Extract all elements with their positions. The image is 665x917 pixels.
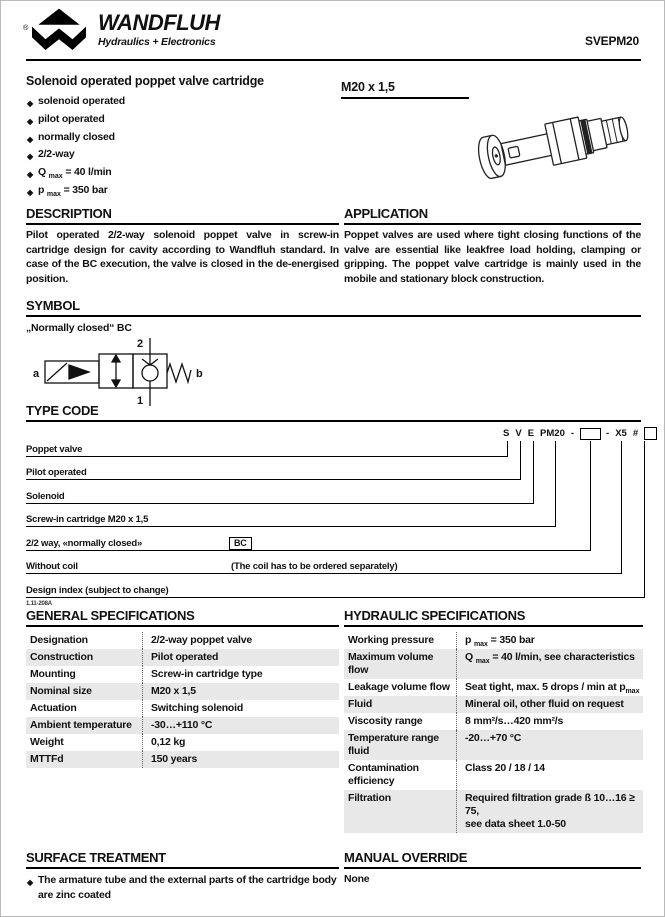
table-row xyxy=(26,700,339,717)
general-specifications-section xyxy=(26,608,339,768)
connector-line xyxy=(520,441,521,480)
table-row xyxy=(344,696,643,713)
type-code-section xyxy=(26,403,658,612)
connector-line xyxy=(590,441,591,551)
section-heading: TYPE CODE xyxy=(26,403,641,422)
hydraulic-specifications-table xyxy=(344,632,643,833)
table-row xyxy=(26,734,339,751)
table-row xyxy=(26,717,339,734)
connector-line xyxy=(533,441,534,504)
code-part: X5 xyxy=(615,428,627,439)
spec-value: 150 years xyxy=(142,751,339,768)
connector-line xyxy=(555,441,556,527)
list-item xyxy=(26,147,341,165)
application-text: Poppet valves are used where tight closing functions of the valve are essential like leakfree load holding, clamping or gripping. The poppet valve cartridge is mainly used in the mobile and stationary block construction. xyxy=(344,229,641,285)
spec-value: 0,12 kg xyxy=(142,734,339,751)
wandfluh-logo-icon xyxy=(23,7,95,57)
table-row xyxy=(344,679,643,696)
description-text: Pilot operated 2/2-way solenoid poppet valve in screw-in cartridge design for cavity according to Wandfluh standard. In case of the BC execution, the valve is closed in the de-energised position. xyxy=(26,229,339,285)
table-row xyxy=(26,632,339,649)
thread-size-label: M20 x 1,5 xyxy=(341,80,469,99)
code-dash: - xyxy=(570,428,575,439)
type-code-row xyxy=(26,467,520,480)
spec-label: Leakage volume flow xyxy=(348,681,450,693)
spec-label: Temperature range fluid xyxy=(348,732,439,757)
type-code-row-label: Screw-in cartridge M20 x 1,5 xyxy=(26,514,149,525)
section-heading: SURFACE TREATMENT xyxy=(26,850,339,869)
type-code-diagram xyxy=(26,424,658,612)
diamond-bullet-icon: ◆ xyxy=(27,116,33,126)
description-section xyxy=(26,206,339,286)
section-heading: DESCRIPTION xyxy=(26,206,339,225)
code-placeholder-box xyxy=(580,428,601,440)
spec-value: 8 mm²/s…420 mm²/s xyxy=(456,713,643,730)
coil-note: (The coil has to be ordered separately) xyxy=(231,561,398,572)
spec-value: Required filtration grade ß 10…16 ≥ 75, see data sheet 1.0-50 xyxy=(456,790,643,833)
port-label-b: b xyxy=(196,368,203,380)
spec-value: Pilot operated xyxy=(142,649,339,666)
diamond-bullet-icon: ◆ xyxy=(27,99,33,108)
table-row xyxy=(26,683,339,700)
spec-label: Ambient temperature xyxy=(30,719,132,731)
spec-label: Contamination efficiency xyxy=(348,762,419,787)
spec-label: Fluid xyxy=(348,698,373,710)
manual-override-section xyxy=(344,850,641,885)
type-code-row-label: 2/2 way, «normally closed» xyxy=(26,538,143,549)
list-item xyxy=(26,130,341,148)
header-rule xyxy=(26,59,641,61)
diamond-bullet-icon: ◆ xyxy=(27,878,33,887)
code-part: V xyxy=(515,428,522,439)
code-dash: - xyxy=(606,428,610,439)
symbol-section xyxy=(26,298,641,413)
diamond-bullet-icon: ◆ xyxy=(27,152,33,162)
spec-label: Actuation xyxy=(30,702,77,714)
type-code-row-label: Design index (subject to change) xyxy=(26,585,169,596)
table-row xyxy=(26,649,339,666)
brand-block xyxy=(98,12,220,48)
spec-value: Q $_{max}$ = 40 l/min, see characteristics xyxy=(456,649,643,679)
spec-value: Switching solenoid xyxy=(142,700,339,717)
type-code-row-label: Solenoid xyxy=(26,491,65,502)
product-intro xyxy=(26,74,341,201)
surface-treatment-text: The armature tube and the external parts of the cartridge body are zinc coated xyxy=(37,874,337,901)
type-code-string xyxy=(503,427,663,440)
table-row xyxy=(344,713,643,730)
feature-text: p $_{max}$ = 350 bar xyxy=(37,183,108,199)
spec-label: Mounting xyxy=(30,668,76,680)
type-code-row-label: Pilot operated xyxy=(26,467,87,478)
type-code-row xyxy=(26,538,590,551)
connector-line xyxy=(621,441,622,574)
table-row xyxy=(26,751,339,768)
spec-value: Mineral oil, other fluid on request xyxy=(456,696,643,713)
spec-value: Screw-in cartridge type xyxy=(142,666,339,683)
spec-label: Weight xyxy=(30,736,64,748)
type-code-row xyxy=(26,514,555,527)
feature-text: pilot operated xyxy=(37,112,105,125)
spec-value: Seat tight, max. 5 drops / min at $p_{max}$ xyxy=(456,679,643,696)
code-part: S xyxy=(503,428,510,439)
spec-label: MTTFd xyxy=(30,753,64,765)
table-row xyxy=(26,666,339,683)
spec-label: Construction xyxy=(30,651,93,663)
type-code-row xyxy=(26,585,644,598)
code-part: PM20 xyxy=(540,428,565,439)
type-code-row-label: Poppet valve xyxy=(26,444,83,455)
code-part: E xyxy=(527,428,535,439)
table-row xyxy=(344,649,643,679)
feature-text: normally closed xyxy=(37,130,115,143)
cartridge-drawing xyxy=(469,93,645,193)
spec-label: Viscosity range xyxy=(348,715,423,727)
section-heading: HYDRAULIC SPECIFICATIONS xyxy=(344,608,643,627)
type-code-row xyxy=(26,444,507,457)
list-item xyxy=(26,873,339,902)
registered-mark: ® xyxy=(23,23,29,33)
spec-label: Working pressure xyxy=(348,634,434,646)
code-part: # xyxy=(632,428,639,439)
spec-value: p $_{max}$ = 350 bar xyxy=(456,632,643,649)
feature-text: 2/2-way xyxy=(37,148,75,161)
bc-tag: BC xyxy=(229,537,252,550)
reference-number: 1.11-208A xyxy=(26,601,52,607)
hydraulic-specifications-section xyxy=(344,608,643,833)
table-row xyxy=(344,760,643,790)
feature-list xyxy=(26,94,341,201)
section-heading: MANUAL OVERRIDE xyxy=(344,850,641,869)
symbol-variant-label: „Normally closed“ BC xyxy=(26,322,132,334)
general-specifications-table xyxy=(26,632,339,768)
section-heading: GENERAL SPECIFICATIONS xyxy=(26,608,339,627)
list-item xyxy=(26,94,341,112)
port-label-a: a xyxy=(33,368,39,380)
application-section xyxy=(344,206,641,286)
type-code-row xyxy=(26,491,533,504)
list-item xyxy=(26,112,341,130)
spec-value: -20…+70 °C xyxy=(456,730,643,760)
type-code-row-label: Without coil xyxy=(26,561,78,572)
list-item xyxy=(26,165,341,183)
valve-symbol-drawing xyxy=(31,336,226,408)
diamond-bullet-icon: ◆ xyxy=(27,134,33,144)
brand-tagline: Hydraulics + Electronics xyxy=(98,36,216,48)
diamond-bullet-icon: ◆ xyxy=(27,187,33,197)
section-heading: APPLICATION xyxy=(344,206,641,225)
connector-line xyxy=(644,441,645,598)
spec-value: M20 x 1,5 xyxy=(142,683,339,700)
type-code-row xyxy=(26,561,621,574)
doc-code: SVEPM20 xyxy=(585,34,639,48)
connector-line xyxy=(507,441,508,457)
manual-override-text: None xyxy=(344,873,370,885)
port-label-2: 2 xyxy=(137,338,143,350)
feature-text: solenoid operated xyxy=(37,95,125,107)
feature-text: Q $_{max}$ = 40 l/min xyxy=(37,166,112,181)
spec-label: Filtration xyxy=(348,792,391,804)
spec-label: Designation xyxy=(30,634,88,646)
table-row xyxy=(344,632,643,649)
surface-treatment-section xyxy=(26,850,339,902)
spec-value: -30…+110 °C xyxy=(142,717,339,734)
brand-name: WANDFLUH xyxy=(98,10,220,35)
table-row xyxy=(344,730,643,760)
list-item xyxy=(26,183,341,201)
spec-value: 2/2-way poppet valve xyxy=(142,632,339,649)
port-label-1: 1 xyxy=(137,395,143,407)
spec-label: Nominal size xyxy=(30,685,92,697)
page-title: Solenoid operated poppet valve cartridge xyxy=(26,74,264,88)
table-row xyxy=(344,790,643,833)
spec-label: Maximum volume flow xyxy=(348,651,434,676)
diamond-bullet-icon: ◆ xyxy=(27,170,33,180)
spec-value: Class 20 / 18 / 14 xyxy=(456,760,643,790)
code-placeholder-box xyxy=(644,427,657,440)
section-heading: SYMBOL xyxy=(26,298,641,317)
